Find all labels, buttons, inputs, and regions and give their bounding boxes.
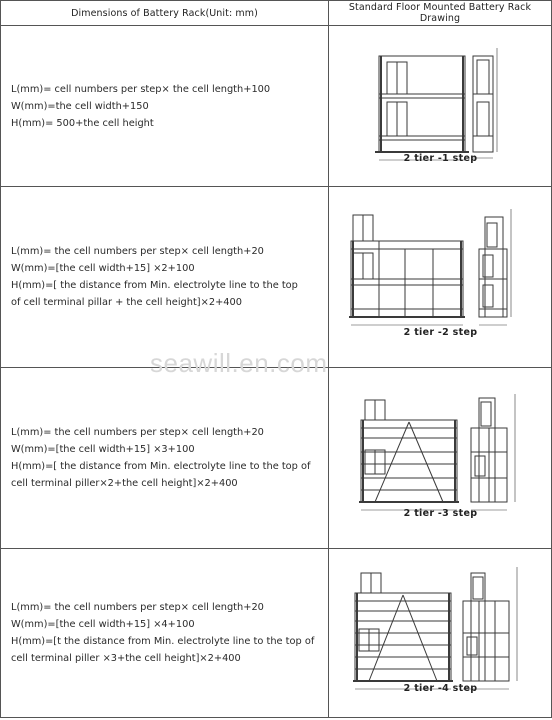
rack-drawing-2-tier-3-step xyxy=(329,368,552,548)
rack-drawing-2-tier-2-step xyxy=(329,187,552,367)
formula-line-height-cont: of cell terminal pillar + the cell height]×2+400 xyxy=(11,297,242,308)
formula-cell xyxy=(1,187,329,368)
watermark: seawill.en.com xyxy=(150,348,328,378)
formula-line-length: L(mm)= cell numbers per step× the cell length+100 xyxy=(11,83,271,95)
formula-line-height: H(mm)=[ the distance from Min. electrolyte line to the top of xyxy=(11,461,311,472)
drawing-caption: 2 tier -1 step xyxy=(403,153,478,164)
header-drawing: Standard Floor Mounted Battery Rack Drawing xyxy=(329,1,552,26)
formula-cell xyxy=(1,549,329,718)
drawing-caption: 2 tier -2 step xyxy=(403,327,478,338)
formula-line-height: H(mm)= 500+the cell height xyxy=(11,117,154,129)
drawing-cell xyxy=(329,26,552,187)
drawing-cell xyxy=(329,549,552,718)
drawing-cell xyxy=(329,368,552,549)
formula-line-width: W(mm)=[the cell width+15] ×4+100 xyxy=(11,619,195,630)
formula-line-width: W(mm)=the cell width+150 xyxy=(11,100,149,112)
table-row xyxy=(1,368,552,549)
formula-line-length: L(mm)= the cell numbers per step× cell length+20 xyxy=(11,602,264,613)
formula-line-length: L(mm)= the cell numbers per step× cell length+20 xyxy=(11,427,264,438)
header-dimensions: Dimensions of Battery Rack(Unit: mm) xyxy=(1,1,329,26)
drawing-cell xyxy=(329,187,552,368)
formula-cell xyxy=(1,368,329,549)
formula-cell xyxy=(1,26,329,187)
formula-line-length: L(mm)= the cell numbers per step× cell length+20 xyxy=(11,246,264,257)
formula-line-width: W(mm)=[the cell width+15] ×2+100 xyxy=(11,263,195,274)
formula-line-height-cont: cell terminal piller ×3+the cell height]×2+400 xyxy=(11,653,241,664)
formula-line-height: H(mm)=[t the distance from Min. electrolyte line to the top of xyxy=(11,636,315,647)
table-row xyxy=(1,26,552,187)
formula-line-height: H(mm)=[ the distance from Min. electrolyte line to the top xyxy=(11,280,298,291)
formula-line-width: W(mm)=[the cell width+15] ×3+100 xyxy=(11,444,195,455)
table-row xyxy=(1,187,552,368)
drawing-caption: 2 tier -3 step xyxy=(403,508,478,519)
drawing-caption: 2 tier -4 step xyxy=(403,683,478,694)
formula-line-height-cont: cell terminal piller×2+the cell height]×2+400 xyxy=(11,478,238,489)
table-header-row xyxy=(1,1,552,26)
table-row xyxy=(1,549,552,718)
